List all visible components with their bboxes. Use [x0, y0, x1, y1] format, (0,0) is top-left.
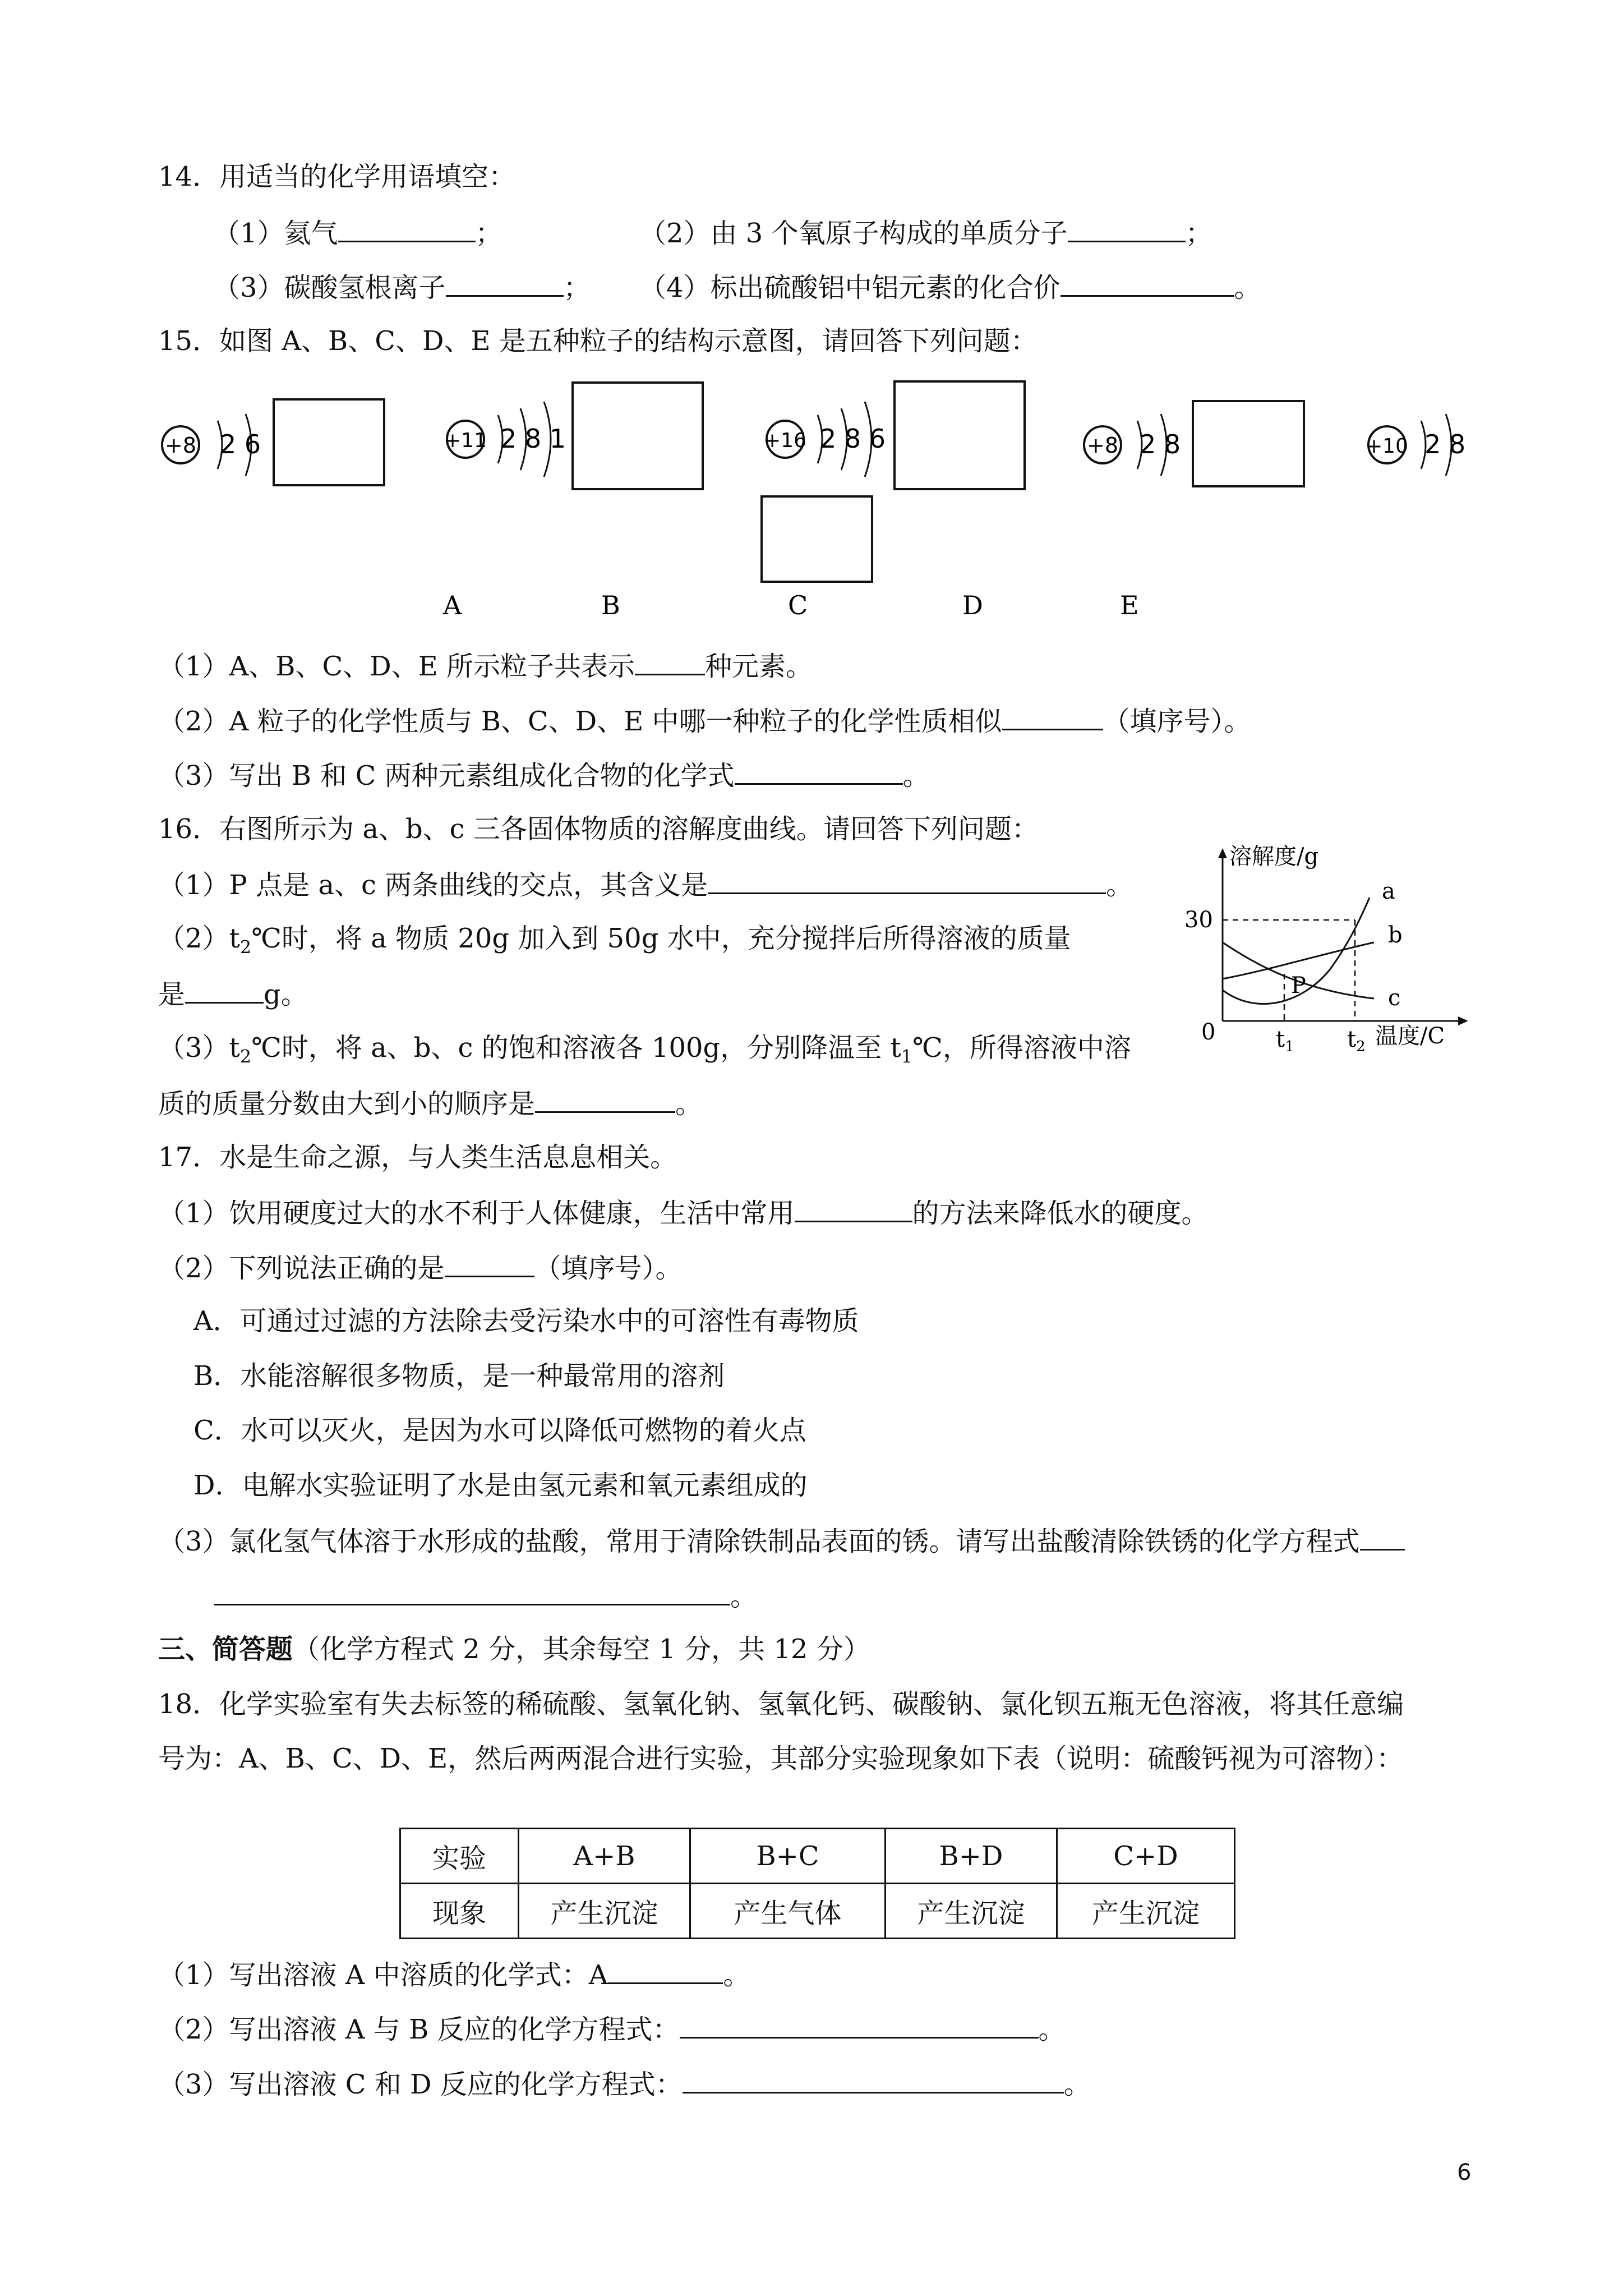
q16-part2-end: g。 [264, 979, 308, 1010]
q15-blank1[interactable] [635, 648, 705, 675]
chart-x-tick-t1: $t_1$ [1276, 1027, 1294, 1055]
q16-part2-cont [158, 976, 308, 1011]
q17-option-d[interactable]: D．电解水实验证明了水是由氢元素和氧元素组成的 [193, 1470, 808, 1501]
q16-blank2[interactable] [185, 976, 264, 1004]
section-3-heading [158, 1632, 870, 1666]
q18-part1-text: （1）写出溶液 A 中溶质的化学式：A [158, 1959, 608, 1991]
q16-part1-end: 。 [1106, 869, 1133, 901]
q14-blank1[interactable] [338, 215, 476, 242]
q16-part2-text-c: 是 [158, 979, 186, 1010]
page-number: 6 [1457, 2160, 1472, 2185]
q16-part1-text: （1）P 点是 a、c 两条曲线的交点，其含义是 [158, 869, 708, 901]
q17-part3-end: 。 [730, 1581, 758, 1612]
q15-part3-end: 。 [902, 760, 930, 792]
q17-blank2[interactable] [445, 1250, 534, 1277]
q15-part3 [158, 757, 930, 793]
particle-label-a: A [443, 590, 462, 620]
q16-part2-text-b: ℃时，将 a 物质 20g 加入到 50g 水中，充分搅拌后所得溶液的质量 [251, 923, 1071, 954]
q16-part1 [158, 867, 1133, 902]
q17-part2 [158, 1250, 683, 1285]
particle-label-d: D [962, 590, 983, 620]
chart-ylabel: 溶解度/g [1229, 844, 1319, 869]
q15-part1-end: 种元素。 [705, 651, 813, 682]
q17-blank3a[interactable] [1360, 1523, 1405, 1550]
table-cell: 产生沉淀 [519, 1884, 690, 1939]
q16-part2-sub: 2 [239, 936, 252, 958]
particle-a-nucleus: +8 [164, 433, 197, 458]
particle-d-answer-box[interactable] [1193, 401, 1304, 486]
particle-label-e: E [1120, 590, 1139, 620]
q16-part3-text-a: （3）t [158, 1032, 240, 1064]
particle-d [1084, 401, 1304, 486]
q14-part4-text: （4）标出硫酸铝中铝元素的化合价 [639, 272, 1061, 303]
q17-option-c[interactable]: C．水可以灭火，是因为水可以降低可燃物的着火点 [193, 1415, 806, 1446]
curve-label-a: a [1382, 878, 1395, 904]
table-cell: 现象 [400, 1884, 519, 1939]
q17-blank1[interactable] [795, 1195, 912, 1222]
particle-c [762, 381, 1025, 582]
q18-part3-text: （3）写出溶液 C 和 D 反应的化学方程式： [158, 2069, 683, 2100]
chart-x-arrow [1458, 1016, 1468, 1025]
particle-c-nucleus: +16 [764, 429, 806, 452]
particle-label-b: B [601, 590, 620, 620]
q17-blank3b[interactable] [214, 1578, 730, 1605]
q18-blank2[interactable] [680, 2011, 1039, 2039]
q16-part3-sub2: 1 [901, 1046, 913, 1068]
q14-part2-text: （2）由 3 个氧原子构成的单质分子 [639, 218, 1068, 249]
chart-y-arrow [1218, 848, 1227, 858]
q16-part3-text-d: 质的质量分数由大到小的顺序是 [158, 1088, 536, 1120]
particle-b [444, 383, 703, 489]
particle-c-answer-box-2[interactable] [762, 496, 872, 582]
table-header-cell: C+D [1057, 1829, 1235, 1884]
q14-part1-end: ； [475, 218, 502, 249]
q17-part1 [158, 1195, 1209, 1230]
chart-xlabel: 温度/C [1375, 1023, 1445, 1049]
table-row [400, 1829, 1235, 1884]
particle-a-answer-box[interactable] [274, 399, 384, 485]
q17-part1-text: （1）饮用硬度过大的水不利于人体健康，生活中常用 [158, 1198, 795, 1229]
q15-part2-text: （2）A 粒子的化学性质与 B、C、D、E 中哪一种粒子的化学性质相似 [158, 706, 1002, 737]
q17-option-a[interactable]: A．可通过过滤的方法除去受污染水中的可溶性有毒物质 [193, 1305, 859, 1337]
q17-part3-text: （3）氯化氢气体溶于水形成的盐酸，常用于清除铁制品表面的锈。请写出盐酸清除铁锈的化学方程式 [158, 1526, 1360, 1557]
q17-part2-end: （填序号）。 [534, 1253, 683, 1284]
particle-c-answer-box[interactable] [895, 381, 1025, 489]
q16-part3-text-c: ℃，所得溶液中溶 [912, 1032, 1131, 1064]
q16-part3 [158, 1031, 1131, 1074]
q18-part3-end: 。 [1063, 2069, 1091, 2100]
q14-blank3[interactable] [446, 269, 564, 297]
q18-part2 [158, 2011, 1066, 2046]
particle-b-nucleus: +11 [444, 429, 487, 452]
q14-part2-end: ； [1185, 218, 1212, 249]
q14-blank4[interactable] [1061, 269, 1234, 297]
q17-option-b[interactable]: B．水能溶解很多物质，是一种最常用的溶剂 [193, 1360, 725, 1392]
particle-e [1366, 414, 1465, 476]
table-header-cell: B+C [690, 1829, 886, 1884]
q14-part4-end: 。 [1234, 272, 1261, 303]
q15-part2-end: （填序号）。 [1103, 706, 1251, 737]
q14-part1 [213, 215, 502, 250]
table-cell: 产生沉淀 [1057, 1884, 1235, 1939]
particle-b-shells: 2 8 1 [500, 424, 566, 454]
particle-a-shells: 2 6 [220, 429, 261, 459]
q15-part1 [158, 648, 813, 683]
section-3-note: （化学方程式 2 分，其余每空 1 分，共 12 分） [293, 1634, 870, 1665]
table-cell: 产生气体 [690, 1884, 886, 1939]
curve-label-c: c [1388, 985, 1401, 1011]
q14-part3-end: ； [563, 272, 591, 303]
q16-part3-end: 。 [675, 1088, 703, 1120]
q18-part2-text: （2）写出溶液 A 与 B 反应的化学方程式： [158, 2014, 680, 2045]
q18-blank3[interactable] [683, 2066, 1064, 2093]
particle-b-answer-box[interactable] [573, 383, 703, 489]
q15-blank2[interactable] [1002, 703, 1103, 730]
particle-c-shells: 2 8 6 [820, 424, 886, 454]
q18-part2-end: 。 [1038, 2014, 1066, 2045]
q14-part4 [639, 269, 1261, 305]
q14-part3 [213, 269, 591, 305]
q16-blank3[interactable] [535, 1085, 675, 1113]
q18-part1 [158, 1957, 750, 1992]
q16-part2 [158, 922, 1071, 964]
q18-stem-line1: 18．化学实验室有失去标签的稀硫酸、氢氧化钠、氢氧化钙、碳酸钠、氯化钡五瓶无色溶液，将其任意编 [158, 1688, 1404, 1720]
particle-label-c: C [788, 590, 808, 620]
q17-stem: 17．水是生命之源，与人类生活息息相关。 [158, 1142, 677, 1173]
chart-x-tick-t2: $t_2$ [1347, 1027, 1366, 1055]
q15-part1-text: （1）A、B、C、D、E 所示粒子共表示 [158, 651, 635, 682]
particle-d-shells: 2 8 [1140, 429, 1181, 459]
q14-blank2[interactable] [1068, 215, 1186, 242]
q18-observation-table [399, 1828, 1235, 1939]
q14-part2 [639, 215, 1212, 250]
q17-part3 [158, 1523, 1405, 1558]
q15-part3-text: （3）写出 B 和 C 两种元素组成化合物的化学式 [158, 760, 735, 792]
q17-part1-end: 的方法来降低水的硬度。 [912, 1198, 1209, 1229]
q18-part1-end: 。 [723, 1959, 750, 1991]
table-header-cell: B+D [886, 1829, 1057, 1884]
q15-stem: 15．如图 A、B、C、D、E 是五种粒子的结构示意图，请回答下列问题： [158, 325, 1038, 357]
q18-blank1[interactable] [608, 1957, 723, 1984]
solubility-chart [1166, 836, 1525, 1094]
particle-a [162, 399, 384, 485]
particle-e-nucleus: +10 [1366, 435, 1408, 458]
table-header-cell: A+B [519, 1829, 690, 1884]
q16-blank1[interactable] [708, 867, 1106, 894]
q16-part3-cont [158, 1085, 702, 1121]
table-header-cell: 实验 [400, 1829, 519, 1884]
q14-stem: 14．用适当的化学用语填空： [158, 161, 516, 192]
chart-y-tick-30: 30 [1184, 907, 1213, 933]
q16-part2-text-a: （2）t [158, 923, 240, 954]
q17-part3-cont [214, 1578, 757, 1613]
atom-structure-diagram [0, 359, 1623, 673]
curve-label-b: b [1388, 922, 1403, 948]
particle-e-shells: 2 8 [1424, 429, 1466, 459]
section-3-title: 三、简答题 [158, 1634, 293, 1665]
chart-origin: 0 [1201, 1019, 1216, 1045]
q18-stem-line2: 号为：A、B、C、D、E，然后两两混合进行实验，其部分实验现象如下表（说明：硫酸钙视为可溶物）： [158, 1743, 1404, 1774]
q17-part2-text: （2）下列说法正确的是 [158, 1253, 445, 1284]
q16-stem: 16．右图所示为 a、b、c 三各固体物质的溶解度曲线。请回答下列问题： [158, 813, 1039, 845]
q18-part3 [158, 2066, 1091, 2101]
q16-part3-sub1: 2 [239, 1046, 252, 1068]
particle-d-nucleus: +8 [1086, 433, 1119, 458]
q14-part3-text: （3）碳酸氢根离子 [213, 272, 446, 303]
table-row [400, 1884, 1235, 1939]
chart-point-p: P [1291, 973, 1306, 999]
q16-part3-text-b: ℃时，将 a、b、c 的饱和溶液各 100g，分别降温至 t [251, 1032, 901, 1064]
q15-part2 [158, 703, 1251, 738]
q15-blank3[interactable] [735, 757, 903, 785]
q14-part1-text: （1）氦气 [213, 218, 338, 249]
table-cell: 产生沉淀 [886, 1884, 1057, 1939]
